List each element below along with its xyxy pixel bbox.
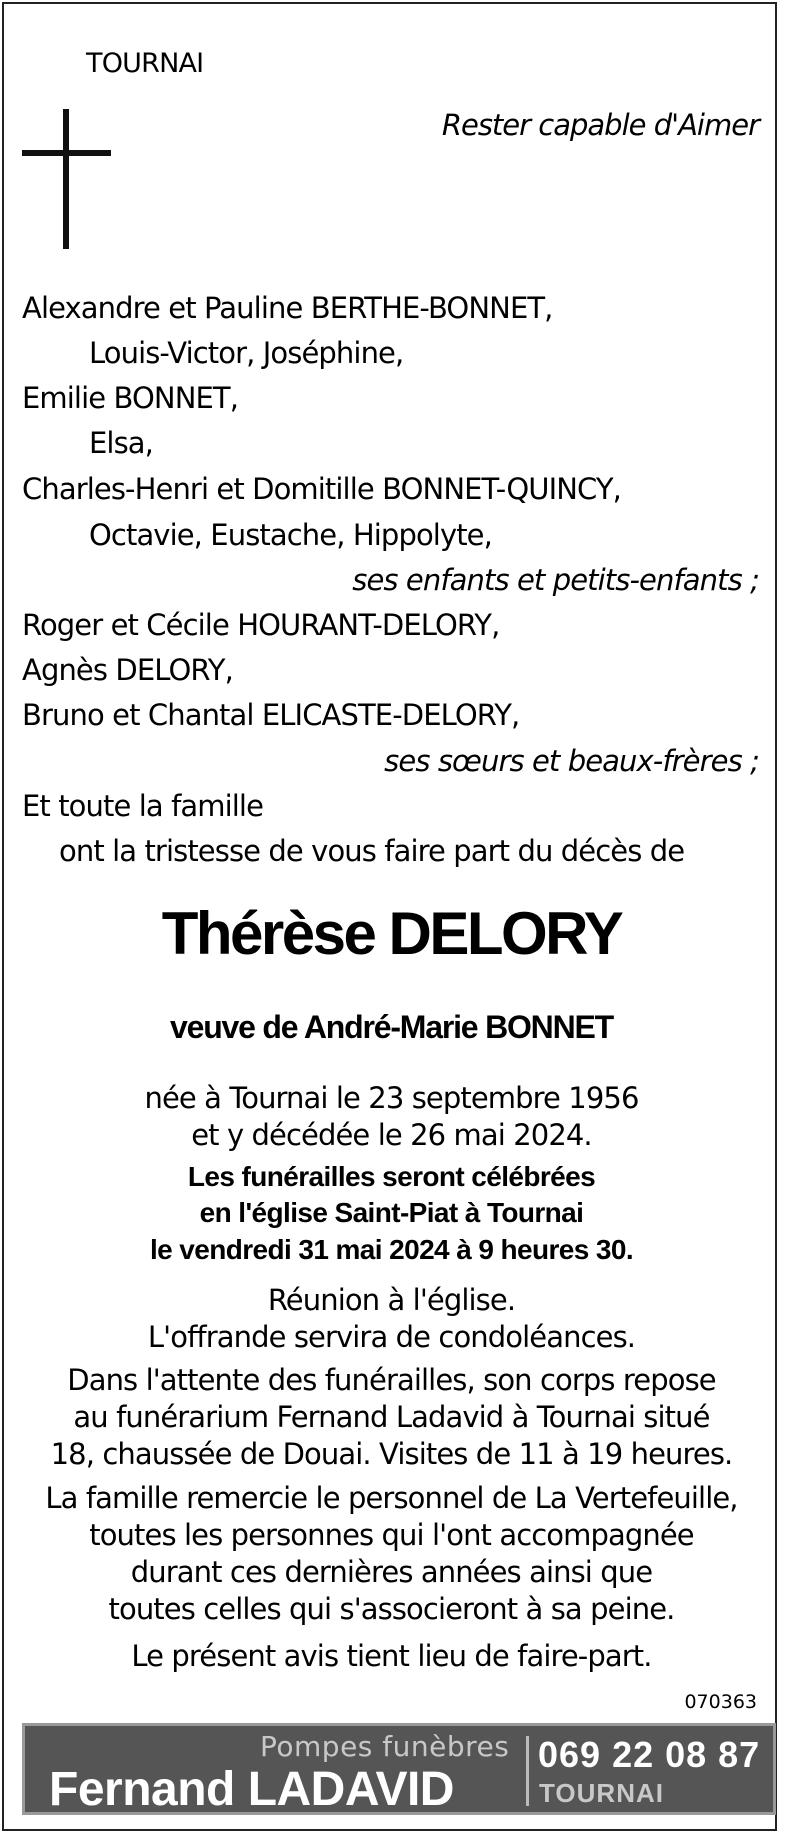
announcement: ont la tristesse de vous faire part du décès de bbox=[59, 834, 685, 868]
funeral-home-banner bbox=[22, 1723, 776, 1815]
funeral-line: le vendredi 31 mai 2024 à 9 heures 30. bbox=[149, 1234, 634, 1265]
family-line: Agnès DELORY, bbox=[22, 653, 233, 687]
relation-label: ses enfants et petits-enfants ; bbox=[352, 563, 759, 597]
funeral-line: Les funérailles seront célébrées bbox=[187, 1161, 596, 1192]
death-line: et y décédée le 26 mai 2024. bbox=[191, 1118, 592, 1152]
motto: Rester capable d'Aimer bbox=[441, 108, 759, 142]
family-line: Louis-Victor, Joséphine, bbox=[89, 336, 404, 370]
reference-number: 070363 bbox=[684, 1691, 757, 1713]
funeral-home-phone: 069 22 08 87 bbox=[538, 1734, 761, 1775]
family-line: Elsa, bbox=[89, 426, 153, 460]
family-line: Roger et Cécile HOURANT-DELORY, bbox=[22, 608, 500, 642]
family-line: Charles-Henri et Domitille BONNET-QUINCY, bbox=[22, 472, 622, 506]
rest-line: au funérarium Fernand Ladavid à Tournai situé bbox=[73, 1400, 710, 1434]
widow-of: veuve de André-Marie BONNET bbox=[170, 1009, 613, 1045]
thanks-line: La famille remercie le personnel de La Vertefeuille, bbox=[45, 1481, 738, 1515]
deceased-name: Thérèse DELORY bbox=[161, 900, 622, 967]
rest-line: 18, chaussée de Douai. Visites de 11 à 19 heures. bbox=[50, 1437, 733, 1471]
closing-line: Le présent avis tient lieu de faire-part. bbox=[131, 1639, 652, 1673]
obituary-notice bbox=[2, 2, 777, 1831]
thanks-line: durant ces dernières années ainsi que bbox=[130, 1555, 653, 1589]
funeral-line: en l'église Saint-Piat à Tournai bbox=[199, 1197, 584, 1228]
family-line: Emilie BONNET, bbox=[22, 381, 239, 415]
rest-line: Dans l'attente des funérailles, son corps repose bbox=[67, 1363, 716, 1397]
thanks-line: toutes celles qui s'associeront à sa peine. bbox=[108, 1592, 675, 1626]
offering-line: L'offrande servira de condoléances. bbox=[147, 1320, 636, 1354]
funeral-home-name: Fernand LADAVID bbox=[49, 1763, 454, 1816]
family-line: Octavie, Eustache, Hippolyte, bbox=[89, 518, 492, 552]
header-town: TOURNAI bbox=[86, 48, 204, 79]
family-line: Bruno et Chantal ELICASTE-DELORY, bbox=[22, 698, 520, 732]
thanks-line: toutes les personnes qui l'ont accompagnée bbox=[89, 1518, 694, 1552]
funeral-home-subtitle: Pompes funèbres bbox=[260, 1730, 510, 1763]
family-line: Alexandre et Pauline BERTHE-BONNET, bbox=[22, 291, 553, 325]
birth-line: née à Tournai le 23 septembre 1956 bbox=[144, 1081, 639, 1115]
banner-divider bbox=[526, 1736, 529, 1806]
meeting-line: Réunion à l'église. bbox=[267, 1283, 516, 1317]
family-line: Et toute la famille bbox=[22, 789, 264, 823]
funeral-home-town: TOURNAI bbox=[539, 1778, 664, 1808]
relation-label: ses sœurs et beaux-frères ; bbox=[384, 744, 759, 778]
